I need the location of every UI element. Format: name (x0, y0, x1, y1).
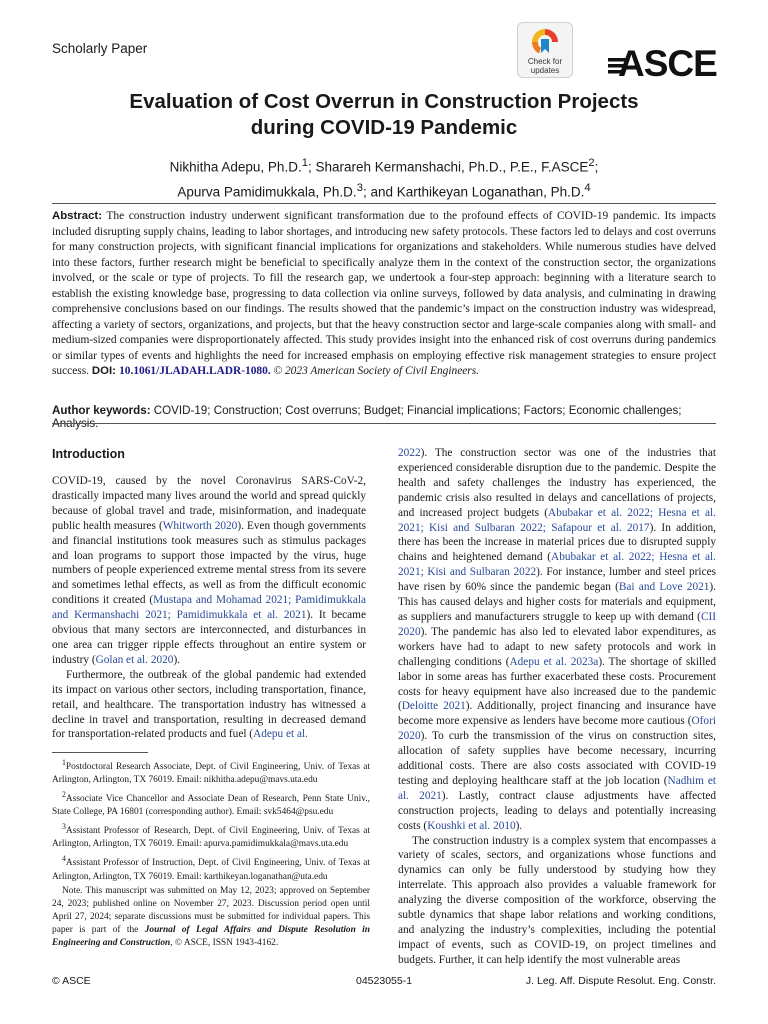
footnotes (52, 756, 370, 951)
citation-link[interactable]: Abubakar et al. 2022; Hesna et al. 2021; Kisi and Sulbaran 2022; Safapour et al. 2017 (398, 506, 716, 534)
check-updates-line1: Check for (527, 57, 563, 66)
citation-link[interactable]: Whitworth 2020 (162, 519, 238, 532)
journal-name: Journal of Legal Affairs and Dispute Resolution in Engineering and Construction (52, 924, 370, 948)
abstract (52, 209, 716, 380)
asce-logo (608, 38, 718, 82)
citation-link[interactable]: Adepu et al. 2023a (509, 655, 599, 668)
author-2: ; Sharareh Kermanshachi, Ph.D., P.E., F.ASCE (307, 159, 589, 175)
author-4-affil: 4 (584, 181, 591, 194)
footer-copyright: © ASCE (52, 975, 91, 987)
citation-link[interactable]: Abubakar et al. 2022; Hesna et al. 2021; Kisi and Sulbaran 2022 (398, 551, 716, 579)
intro-paragraph-2: Furthermore, the outbreak of the global pandemic had extended its impact on various other sectors, including transportation, finance, retail, and healthcare. The transportation industry has witnessed a decline in travel and transportation, resulting in decreased demand for transportation-related products and fuel (Adepu et al. (52, 668, 366, 741)
intro-paragraph-1: COVID-19, caused by the novel Coronavirus SARS-CoV-2, drastically impacted many lives around the world and spread quickly because of global travel and trade, misinformation, and inadequate public health measures (Whitworth 2020). Even though governments and financial institutions took measures such as stimulus packages and loan programs to support those impacted by the virus, huge numbers of people experienced extreme mental stress from its severe and sometimes lethal effects, as well as from the difficult economic conditions it created (Mustapa and Mohamad 2021; Pamidimukkala and Kermanshachi 2021; Pamidimukkala et al. 2021). It became obvious that many sectors are interconnected, and disturbances in one area can trigger ripple effects throughout an entire system or industry (Golan et al. 2020). (52, 475, 366, 666)
author-1: Nikhitha Adepu, Ph.D. (169, 159, 302, 175)
citation-link[interactable]: Mustapa and Mohamad 2021; Pamidimukkala and Kermanshachi 2021; Pamidimukkala et al. 2021 (52, 594, 366, 622)
citation-link[interactable]: Deloitte 2021 (401, 700, 466, 713)
title-line-1: Evaluation of Cost Overrun in Construction Projects (129, 90, 639, 113)
manuscript-note: Note. This manuscript was submitted on May 12, 2023; approved on September 24, 2023; published online on November 27, 2023. Discussion period open until April 27, 2024; separate discussions must be submitted for individual papers. This paper is part of the Journal of Legal Affairs and Dispute Resolution in Engineering and Construction, © ASCE, ISSN 1943-4162. (52, 885, 370, 948)
footnote-2: $^2$Associate Vice Chancellor and Associate Dean of Research, Penn State Univ., State College, PA 16801 (corresponding author). Email: svk5464@psu.edu (52, 790, 370, 818)
intro-paragraph-4: The construction industry is a complex system that encompasses a variety of scales, sectors, and organizations whose functions and dynamics can only be fully understood by studying how they interrelate. This approach also provides a valuable framework for analyzing the diverse composition of the workforce, observing the subtle dynamics that shape labor relations and working conditions, and analyzing the industry’s complexities, including the potential impact of events, such as COVID-19, on project timelines and budgets. Further, it can help identify the most vulnerable areas (398, 834, 716, 966)
doi-label: DOI: (91, 365, 120, 377)
citation-link[interactable]: Adepu et al. (253, 728, 308, 741)
right-column (398, 446, 716, 968)
doi-link[interactable]: 10.1061/JLADAH.LADR-1080. (119, 365, 271, 377)
check-updates-icon (530, 27, 560, 57)
check-updates-line2: updates (530, 65, 560, 75)
keywords-label: Author keywords: (52, 404, 151, 417)
footer-article-number: 04523055-1 (356, 975, 413, 987)
introduction-heading: Introduction (52, 447, 125, 461)
citation-link[interactable]: Golan et al. 2020 (95, 653, 174, 666)
author-2-sep: ; (594, 159, 599, 175)
citation-link[interactable]: Ofori 2020 (398, 715, 716, 743)
title-line-2: during COVID-19 Pandemic (250, 116, 518, 139)
author-3-affil: 3 (356, 181, 363, 194)
author-3: Apurva Pamidimukkala, Ph.D. (177, 184, 357, 199)
keywords-text: COVID-19; Construction; Cost overruns; Budget; Financial implications; Factors; Economic challenges; Analysis. (52, 404, 682, 430)
footnote-rule (52, 752, 148, 753)
citation-link[interactable]: Koushki et al. 2010 (427, 819, 516, 832)
intro-paragraph-3: 2022). The construction sector was one of the industries that experienced considerable disruption due to the pandemic. Despite the health and safety challenges the industry has experienced, the pandemic crisis also resulted in delays and cancellations of projects, and increased project budgets (Abubakar et al. 2022; Hesna et al. 2021; Kisi and Sulbaran 2022; Safapour et al. 2017). In addition, there has been the increase in material prices due to disrupted supply chains and heightened demand (Abubakar et al. 2022; Hesna et al. 2021; Kisi and Sulbaran 2022). For instance, lumber and steel prices have risen by 60% since the pandemic began (Bai and Love 2021). This has caused delays and higher costs for materials and equipment, as suppliers and manufacturers struggle to keep up with demand (CII 2020). The pandemic has also led to elevated labor expenditures, as workers have had to adapt to new safety protocols and work in challenging conditions (Adepu et al. 2023a). The shortage of skilled labor in some areas has further exacerbated these costs. Procurement costs for heavy equipment have also increased due to the pandemic (Deloitte 2021). Additionally, project financing and insurance have become more expensive as lenders have become more cautious (Ofori 2020). To curb the transmission of the virus on construction sites, allocation of safety supplies have become necessary, incurring additional costs. There are also costs associated with COVID-19 testing and deploying healthcare staff at the job location (Nadhim et al. 2021). Lastly, contract clause adjustments have affected construction projects, leading to delays and potentially increasing costs (Koushki et al. 2010). (398, 447, 716, 832)
author-1-affil: 1 (301, 157, 308, 169)
left-column (52, 474, 366, 742)
author-list (60, 153, 708, 202)
footnote-1: $^1$Postdoctoral Research Associate, Dept. of Civil Engineering, Univ. of Texas at Arlington, Arlington, TX 76019. Email: nikhitha.adepu@mavs.uta.edu (52, 758, 370, 786)
citation-link[interactable]: Bai and Love 2021 (618, 581, 710, 594)
author-2-affil: 2 (588, 157, 595, 169)
author-4: ; and Karthikeyan Loganathan, Ph.D. (362, 184, 585, 199)
footer-journal: J. Leg. Aff. Dispute Resolut. Eng. Constr. (525, 975, 716, 987)
asce-logo-text: ASCE (618, 43, 717, 82)
article-type-label: Scholarly Paper (52, 41, 148, 56)
abstract-label: Abstract: (52, 210, 103, 222)
footnote-4: $^4$Assistant Professor of Instruction, Dept. of Civil Engineering, Univ. of Texas at Arlington, Arlington, TX 76019. Email: karthikeyan.loganathan@uta.edu (52, 854, 370, 882)
footnote-3: $^3$Assistant Professor of Research, Dept. of Civil Engineering, Univ. of Texas at Arlington, Arlington, TX 76019. Email: apurva.pamidimukkala@mavs.uta.edu (52, 822, 370, 850)
citation-link[interactable]: 2022 (398, 447, 421, 459)
citation-link[interactable]: CII 2020 (398, 610, 716, 638)
abstract-text: The construction industry underwent significant transformation due to the profound effects of COVID-19 pandemic. Its impacts included disrupting supply chains, leading to labor shortages, and introducing new safety protocols. These factors led to delays and cost overruns for many construction projects, with significant financial implications for organizations and stakeholders. While numerous studies have delved into these factors, further research might be beneficial to specifically analyze them in the context of the construction sector, the organizations involved, or the scale or type of projects. To fill the research gap, we undertook a four-step approach: beginning with a literature search to establish the existing knowledge base, progressing to data collection via online surveys, followed by data analysis, and culminating in drawing comprehensive conclusions based on our findings. The results showed that the pandemic’s impact on the construction industry was widespread, affecting a variety of sectors, organizations, and projects, but that the heavy construction sector and large-scale companies along with small- and medium-sized companies were disproportionately affected. This study provides insight into the enhanced risk of cost overruns during pandemics or similar types of events and highlights the need for increased emphasis on employing effective risk management strategies to ensure project success. (52, 210, 716, 377)
abstract-bottom-rule (52, 423, 716, 424)
author-keywords (52, 404, 716, 430)
abstract-copyright: © 2023 American Society of Civil Engineers. (270, 365, 480, 377)
abstract-top-rule (52, 203, 716, 204)
check-for-updates-badge[interactable] (517, 22, 573, 78)
paper-title (60, 89, 708, 141)
citation-link[interactable]: Nadhim et al. 2021 (398, 774, 716, 802)
